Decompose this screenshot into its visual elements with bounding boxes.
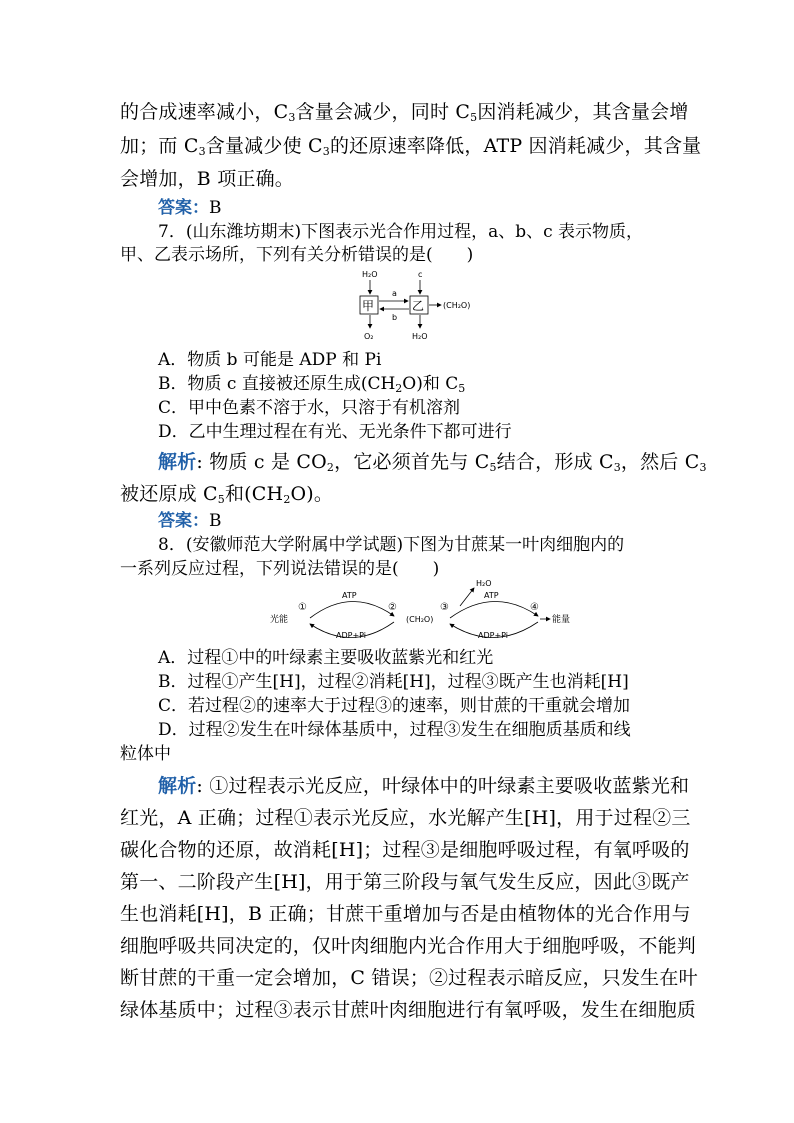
adp-label-1: ADP+Pi [336,631,367,640]
paragraph-line: 加；而 $C_3$含量减少使 $C_3$的还原速率降低，ATP 因消耗减少，其含量 [120,135,702,158]
atp-label-2: ATP [484,591,499,600]
question-8-stem: 一系列反应过程，下列说法错误的是( ) [120,559,440,579]
option-d: D．过程②发生在叶绿体基质中，过程③发生在细胞质基质和线 [158,720,631,740]
explanation-line: 第一、二阶段产生[H]，用于第三阶段与氧气发生反应，因此③既产 [120,871,690,893]
explanation-line: 生也消耗[H]，B 正确；甘蔗干重增加与否是由植物体的光合作用与 [120,903,691,925]
energy-label: 能量 [552,615,571,625]
option-c: C．若过程②的速率大于过程③的速率，则甘蔗的干重就会增加 [158,696,631,716]
ch2o-label: (CH₂O) [443,301,471,310]
step-4-label: ④ [530,602,539,613]
question-7-stem: 甲、乙表示场所，下列有关分析错误的是( ) [120,245,474,265]
svg-text:甲: 甲 [362,299,375,313]
adp-label-2: ADP+Pi [478,631,509,640]
atp-label-1: ATP [342,591,357,600]
photosynthesis-diagram [348,268,488,348]
explanation-line: 细胞呼吸共同决定的，仅叶肉细胞内光合作用大于细胞呼吸，不能判 [120,935,697,957]
step-3-label: ③ [440,602,449,613]
answer-line: 答案：B [158,511,222,531]
question-8-stem: 8．(安徽师范大学附属中学试题)下图为甘蔗某一叶肉细胞内的 [158,535,625,555]
explanation-line: 红光，A 正确；过程①表示光反应，水光解产生[H]，用于过程②三 [120,807,691,829]
b-label: b [392,313,398,322]
option-b: B．物质 c 直接被还原生成$(CH_2O)$和 $C_5$ [158,374,466,395]
answer-label: 答案： [158,511,209,531]
answer-line: 答案：B [158,198,222,218]
option-c: C．甲中色素不溶于水，只溶于有机溶剂 [158,398,461,418]
question-7-stem: 7．(山东潍坊期末)下图表示光合作用过程，a、b、c 表示物质， [158,222,644,242]
h2o-label-top: H₂O [362,270,378,279]
explanation-label: 解析 [158,775,197,797]
a-label: a [392,289,397,298]
answer-label: 答案： [158,198,209,218]
ch2o-label: (CH₂O) [406,615,434,624]
h2o-label-bottom: H₂O [412,332,428,341]
paragraph-line: 会增加，B 项正确。 [120,168,295,190]
option-d: D．乙中生理过程在有光、无光条件下都可进行 [158,422,512,442]
explanation-line: 解析: ①过程表示光反应，叶绿体中的叶绿素主要吸收蓝紫光和 [158,775,690,797]
explanation-line: 断甘蔗的干重一定会增加，C 错误；②过程表示暗反应，只发生在叶 [120,967,698,989]
light-energy-label: 光能 [270,615,289,625]
paragraph-line: 的合成速率减小，$C_3$含量会减少，同时 $C_5$因消耗减少，其含量会增 [120,101,689,124]
explanation-line: 碳化合物的还原，故消耗[H]；过程③是细胞呼吸过程，有氧呼吸的 [120,839,690,861]
explanation-line: 绿体基质中；过程③表示甘蔗叶肉细胞进行有氧呼吸，发生在细胞质 [120,999,697,1021]
svg-text:乙: 乙 [412,299,425,313]
h2o-label: H₂O [476,579,492,588]
energy-cycle-diagram [268,576,578,646]
explanation-line: 被还原成 $C_5$和$(CH_2O)$。 [120,483,334,506]
option-b: B．过程①产生[H]，过程②消耗[H]，过程③既产生也消耗[H] [158,672,629,692]
option-d-continued: 粒体中 [120,744,171,764]
o2-label: O₂ [364,332,374,341]
step-1-label: ① [298,602,307,613]
explanation-label: 解析 [158,451,197,473]
option-a: A．物质 b 可能是 ADP 和 Pi [158,350,382,370]
c-label: c [418,270,423,279]
explanation-line: 解析: 物质 c 是 $CO_2$，它必须首先与 $C_5$结合，形成 $C_3$，然后 $C_3$ [158,451,707,474]
option-a: A．过程①中的叶绿素主要吸收蓝紫光和红光 [158,648,494,668]
step-2-label: ② [388,602,397,613]
